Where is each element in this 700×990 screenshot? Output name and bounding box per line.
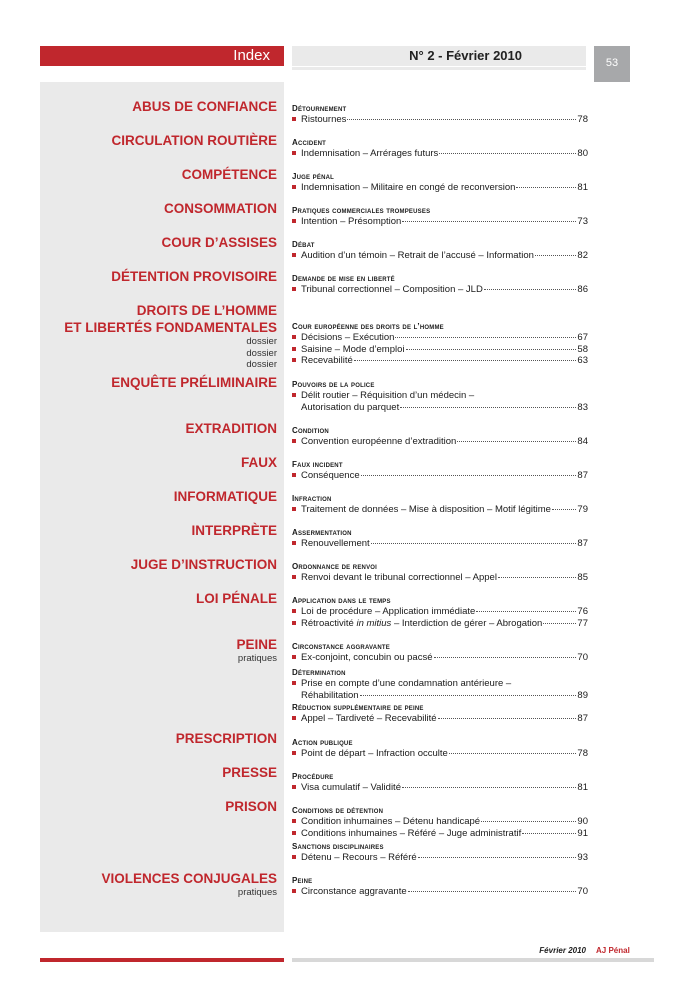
index-item	[292, 852, 588, 864]
index-item-text-main: Ex-conjoint, concubin ou pacsé	[301, 652, 433, 663]
index-keyword-block	[40, 132, 277, 149]
index-keyword-block	[40, 98, 277, 115]
index-keyword-note: dossier	[246, 347, 277, 359]
index-keyword-line: INFORMATIQUE	[173, 489, 277, 504]
index-keyword	[40, 488, 277, 505]
index-item-text-main: Loi de procédure – Application immédiate	[301, 606, 476, 617]
index-category: Sanctions disciplinaires	[292, 842, 384, 851]
index-item-text-main: Conséquence	[301, 470, 360, 481]
index-page-ref: 73	[577, 216, 588, 227]
index-item-text	[301, 182, 515, 194]
index-item	[292, 572, 588, 584]
index-category: Cour européenne des droits de l’homme	[292, 322, 444, 331]
index-category: Assermentation	[292, 528, 352, 537]
index-keyword-block	[40, 374, 277, 391]
index-item-text-main: Indemnisation – Militaire en congé de reconversion	[301, 182, 516, 193]
index-item-text	[301, 816, 480, 828]
footer-bar-left	[40, 958, 284, 962]
index-category: Juge pénal	[292, 172, 335, 181]
bullet-marker	[292, 253, 296, 257]
index-item-text-main: Délit routier – Réquisition d’un médecin –	[301, 390, 475, 401]
index-category: Réduction supplémentaire de peine	[292, 703, 424, 712]
index-category: Procédure	[292, 772, 334, 781]
index-item-text	[301, 436, 456, 448]
index-page-ref: 70	[577, 652, 588, 663]
dot-leader	[457, 441, 576, 442]
index-item-text-main: Intention – Présomption	[301, 216, 402, 227]
index-item	[292, 782, 588, 794]
index-item-text-main: Réhabilitation	[301, 689, 359, 701]
index-keyword-line: PRESCRIPTION	[175, 731, 277, 746]
index-entry	[292, 642, 588, 664]
index-category: Conditions de détention	[292, 806, 384, 815]
index-item-text	[301, 782, 401, 794]
index-keyword-line: COMPÉTENCE	[181, 167, 277, 182]
index-page-ref: 78	[577, 114, 588, 125]
index-category: Débat	[292, 240, 315, 249]
index-page-ref: 93	[577, 852, 588, 863]
dot-leader	[402, 221, 576, 222]
index-item-text	[301, 748, 448, 760]
index-keyword	[40, 200, 277, 217]
dot-leader	[543, 623, 576, 624]
index-category: Pouvoirs de la police	[292, 380, 375, 389]
index-keyword-line: PRESSE	[222, 765, 277, 780]
index-item	[292, 504, 588, 516]
index-entry	[292, 460, 588, 482]
index-keyword-block	[40, 522, 277, 539]
bullet-marker	[292, 716, 296, 720]
bullet-marker	[292, 185, 296, 189]
index-category: Infraction	[292, 494, 332, 503]
index-item-text-main: Traitement de données – Mise à disposition – Motif légitime	[301, 504, 551, 515]
index-keyword-line: CIRCULATION ROUTIÈRE	[111, 133, 277, 148]
index-keyword-block	[40, 234, 277, 251]
index-item-text-main: Audition d’un témoin – Retrait de l’accusé – Information	[301, 250, 534, 261]
index-page-ref: 87	[577, 470, 588, 481]
index-category: Détournement	[292, 104, 347, 113]
index-item-text-main: Renvoi devant le tribunal correctionnel – Appel	[301, 572, 497, 583]
index-item-text-main: Indemnisation – Arrérages futurs	[301, 148, 439, 159]
index-item	[292, 182, 588, 194]
index-item-text-rest: – Interdiction de gérer – Abrogation	[393, 617, 543, 629]
index-item	[292, 618, 588, 630]
dot-leader	[434, 657, 577, 658]
bullet-marker	[292, 609, 296, 613]
index-page-ref: 81	[577, 782, 588, 793]
index-item-text	[301, 713, 437, 725]
index-item	[292, 652, 588, 664]
bullet-marker	[292, 117, 296, 121]
index-page-ref: 83	[577, 401, 588, 413]
dot-leader	[449, 753, 577, 754]
index-item	[292, 828, 588, 840]
index-item-text-main: Autorisation du parquet	[301, 401, 400, 413]
index-item	[292, 332, 588, 344]
index-category: Faux incident	[292, 460, 343, 469]
index-item	[292, 713, 588, 725]
index-item	[292, 216, 588, 228]
bullet-marker	[292, 621, 296, 625]
index-keyword-block	[40, 454, 277, 471]
index-page-ref: 58	[577, 343, 588, 355]
index-entry	[292, 596, 588, 629]
index-item-text	[301, 678, 511, 690]
index-keyword-block	[40, 798, 277, 815]
index-item-text	[301, 572, 497, 584]
index-page-ref: 63	[577, 355, 588, 366]
index-keyword-line: COUR D’ASSISES	[161, 235, 277, 250]
issue-label: N° 2 - Février 2010	[292, 46, 586, 66]
page-number: 53	[594, 46, 630, 82]
index-keyword-block	[40, 556, 277, 573]
index-item	[292, 816, 588, 828]
index-page-ref: 70	[577, 886, 588, 897]
index-keyword	[40, 132, 277, 149]
index-item-text	[301, 852, 417, 864]
footer-journal: AJ Pénal	[596, 946, 630, 955]
index-item-text	[301, 390, 474, 402]
index-item-text	[301, 618, 542, 630]
index-keyword-line: EXTRADITION	[185, 421, 277, 436]
dot-leader	[395, 337, 576, 338]
index-category: Ordonnance de renvoi	[292, 562, 378, 571]
index-keyword-block	[40, 730, 277, 747]
index-item-text-main: Visa cumulatif – Validité	[301, 782, 401, 793]
index-page-ref: 86	[577, 284, 588, 295]
index-entry	[292, 274, 588, 296]
bullet-marker	[292, 751, 296, 755]
index-item-text-main: Circonstance aggravante	[301, 886, 407, 897]
index-keyword	[40, 636, 277, 653]
index-keyword	[40, 590, 277, 607]
index-page-ref: 87	[577, 713, 588, 724]
index-keyword	[40, 870, 277, 887]
index-keyword	[40, 234, 277, 251]
index-item-text	[301, 216, 401, 228]
dot-leader	[371, 543, 577, 544]
index-item-text-main: Rétroactivité	[301, 617, 354, 629]
dot-leader	[400, 407, 576, 408]
index-entry	[292, 668, 588, 701]
index-category: Circonstance aggravante	[292, 642, 390, 651]
index-keyword-block	[40, 870, 277, 899]
index-page-ref: 77	[577, 617, 588, 629]
index-entry	[292, 322, 588, 367]
index-page-ref: 85	[577, 572, 588, 583]
index-item-text	[301, 402, 399, 414]
index-keyword-note: pratiques	[237, 653, 277, 664]
index-entry	[292, 772, 588, 794]
index-entry	[292, 738, 588, 760]
bullet-marker	[292, 831, 296, 835]
dot-leader	[354, 360, 577, 361]
footer-bar-right	[292, 958, 654, 962]
index-keyword-line: LOI PÉNALE	[195, 591, 277, 606]
index-item-text	[301, 690, 359, 702]
index-item-text-main: Détenu – Recours – Référé	[301, 852, 417, 863]
bullet-marker	[292, 287, 296, 291]
dot-leader	[406, 349, 577, 350]
bullet-marker	[292, 358, 296, 362]
index-page-ref: 90	[577, 816, 588, 827]
index-page-ref: 67	[577, 332, 588, 343]
dot-leader	[402, 787, 576, 788]
index-category: Application dans le temps	[292, 596, 391, 605]
index-item-text	[301, 652, 433, 664]
index-entry	[292, 138, 588, 160]
index-keyword	[40, 98, 277, 115]
bullet-marker	[292, 855, 296, 859]
index-keyword	[40, 166, 277, 183]
index-keyword-line: DÉTENTION PROVISOIRE	[111, 269, 277, 284]
index-keyword	[40, 764, 277, 781]
index-item	[292, 436, 588, 448]
index-keyword-line: PEINE	[236, 637, 277, 652]
index-page-ref: 87	[577, 538, 588, 549]
index-page-ref: 76	[577, 606, 588, 617]
index-keyword-block	[40, 590, 277, 607]
index-keyword	[40, 454, 277, 471]
index-item-text	[301, 504, 551, 516]
index-item-text	[301, 355, 353, 367]
section-title: Index	[40, 46, 284, 66]
index-keyword-line: DROITS DE L’HOMME	[136, 303, 277, 318]
index-entry	[292, 172, 588, 194]
index-item-text	[301, 886, 407, 898]
index-entry	[292, 703, 588, 725]
index-item-text-main: Condition inhumaines – Détenu handicapé	[301, 816, 481, 827]
index-item-text	[301, 114, 346, 126]
index-entry	[292, 426, 588, 448]
index-entry	[292, 842, 588, 864]
index-keyword-block	[40, 420, 277, 437]
index-keyword-line: ABUS DE CONFIANCE	[132, 99, 277, 114]
dot-leader	[484, 289, 577, 290]
dot-leader	[361, 475, 577, 476]
index-item	[292, 470, 588, 482]
index-page-ref: 82	[577, 250, 588, 261]
index-entry	[292, 562, 588, 584]
bullet-marker	[292, 889, 296, 893]
bullet-marker	[292, 439, 296, 443]
index-category: Action publique	[292, 738, 353, 747]
bullet-marker	[292, 681, 296, 685]
dot-leader	[481, 821, 576, 822]
index-item-text	[301, 284, 483, 296]
index-entry	[292, 240, 588, 262]
index-keyword-line: ET LIBERTÉS FONDAMENTALES	[64, 320, 277, 335]
dot-leader	[522, 833, 576, 834]
index-keyword-note: dossier	[246, 336, 277, 347]
dot-leader	[360, 695, 577, 696]
index-item	[292, 886, 588, 898]
index-keyword-block	[40, 200, 277, 217]
index-keyword-line: INTERPRÈTE	[191, 523, 277, 538]
index-keyword-block	[40, 636, 277, 665]
index-item-text	[301, 250, 534, 262]
index-page-ref: 81	[577, 182, 588, 193]
index-page-ref: 78	[577, 748, 588, 759]
index-keyword	[40, 798, 277, 815]
index-item	[292, 402, 588, 414]
index-item	[292, 355, 588, 367]
bullet-marker	[292, 655, 296, 659]
index-item	[292, 284, 588, 296]
index-item	[292, 250, 588, 262]
index-entry	[292, 104, 588, 126]
index-item-text-main: Point de départ – Infraction occulte	[301, 748, 448, 759]
index-item-text-main: Prise en compte d’une condamnation antérieure –	[301, 678, 512, 689]
index-item-text	[301, 470, 360, 482]
index-category: Détermination	[292, 668, 346, 677]
index-keyword	[40, 420, 277, 437]
dot-leader	[535, 255, 577, 256]
index-page-ref: 84	[577, 436, 588, 447]
index-keyword-note: pratiques	[237, 887, 277, 898]
bullet-marker	[292, 819, 296, 823]
index-entry	[292, 494, 588, 516]
footer-date: Février 2010	[539, 946, 586, 955]
index-entry	[292, 876, 588, 898]
dot-leader	[418, 857, 577, 858]
index-page-ref: 89	[577, 689, 588, 701]
index-item-text-main: Tribunal correctionnel – Composition – JLD	[301, 284, 483, 295]
index-keyword	[40, 374, 277, 391]
index-item-text-italic: in mitius	[356, 617, 392, 629]
index-entry	[292, 206, 588, 228]
dot-leader	[439, 153, 576, 154]
index-keyword-block	[40, 302, 277, 371]
index-item	[292, 114, 588, 126]
index-keyword	[40, 556, 277, 573]
bullet-marker	[292, 151, 296, 155]
index-keyword	[40, 268, 277, 285]
index-keyword-block	[40, 268, 277, 285]
bullet-marker	[292, 393, 296, 397]
index-item-text-main: Saisine – Mode d’emploi	[301, 343, 405, 355]
index-keyword-line: ENQUÊTE PRÉLIMINAIRE	[111, 375, 277, 390]
index-item	[292, 390, 588, 402]
index-keyword-line: CONSOMMATION	[164, 201, 277, 216]
bullet-marker	[292, 541, 296, 545]
index-entry	[292, 806, 588, 839]
index-keyword-block	[40, 764, 277, 781]
index-keyword-line: VIOLENCES CONJUGALES	[101, 871, 277, 886]
index-keyword-line: FAUX	[240, 455, 277, 470]
dot-leader	[347, 119, 576, 120]
index-category: Demande de mise en liberté	[292, 274, 395, 283]
index-item-text	[301, 538, 370, 550]
bullet-marker	[292, 405, 296, 409]
dot-leader	[552, 509, 576, 510]
index-item-text	[301, 828, 521, 840]
dot-leader	[476, 611, 576, 612]
index-entry	[292, 380, 588, 413]
index-page-ref: 91	[577, 827, 588, 839]
bullet-marker	[292, 785, 296, 789]
bullet-marker	[292, 507, 296, 511]
dot-leader	[498, 577, 576, 578]
bullet-marker	[292, 693, 296, 697]
bullet-marker	[292, 347, 296, 351]
index-category: Pratiques commerciales trompeuses	[292, 206, 431, 215]
index-item	[292, 344, 588, 356]
index-page-ref: 80	[577, 148, 588, 159]
index-category: Peine	[292, 876, 313, 885]
dot-leader	[408, 891, 577, 892]
index-item-text	[301, 606, 475, 618]
index-page-ref: 79	[577, 504, 588, 515]
bullet-marker	[292, 219, 296, 223]
index-item-text-main: Renouvellement	[301, 538, 370, 549]
index-item-text-main: Appel – Tardiveté – Recevabilité	[301, 713, 437, 724]
index-entry	[292, 528, 588, 550]
index-item-text-main: Ristournes	[301, 114, 347, 125]
dot-leader	[516, 187, 576, 188]
index-keyword-line: JUGE D’INSTRUCTION	[130, 557, 277, 572]
index-keyword-block	[40, 488, 277, 505]
bullet-marker	[292, 575, 296, 579]
index-keyword	[40, 730, 277, 747]
index-keyword-line: PRISON	[225, 799, 277, 814]
index-item	[292, 606, 588, 618]
index-keyword	[40, 522, 277, 539]
index-item-text-main: Convention européenne d’extradition	[301, 436, 457, 447]
index-item-text	[301, 344, 405, 356]
dot-leader	[438, 718, 577, 719]
index-item	[292, 690, 588, 702]
index-category: Condition	[292, 426, 329, 435]
index-item-text-main: Conditions inhumaines – Référé – Juge administratif	[301, 827, 522, 839]
bullet-marker	[292, 473, 296, 477]
index-keyword-note: dossier	[246, 359, 277, 370]
index-item	[292, 538, 588, 550]
bullet-marker	[292, 335, 296, 339]
index-item-text	[301, 148, 438, 160]
index-item-text	[301, 332, 394, 344]
index-item	[292, 748, 588, 760]
index-item-text-main: Recevabilité	[301, 355, 353, 366]
index-keyword	[40, 302, 277, 336]
index-item-text-main: Décisions – Exécution	[301, 332, 395, 343]
index-item	[292, 678, 588, 690]
index-keyword-block	[40, 166, 277, 183]
index-item	[292, 148, 588, 160]
index-category: Accident	[292, 138, 327, 147]
